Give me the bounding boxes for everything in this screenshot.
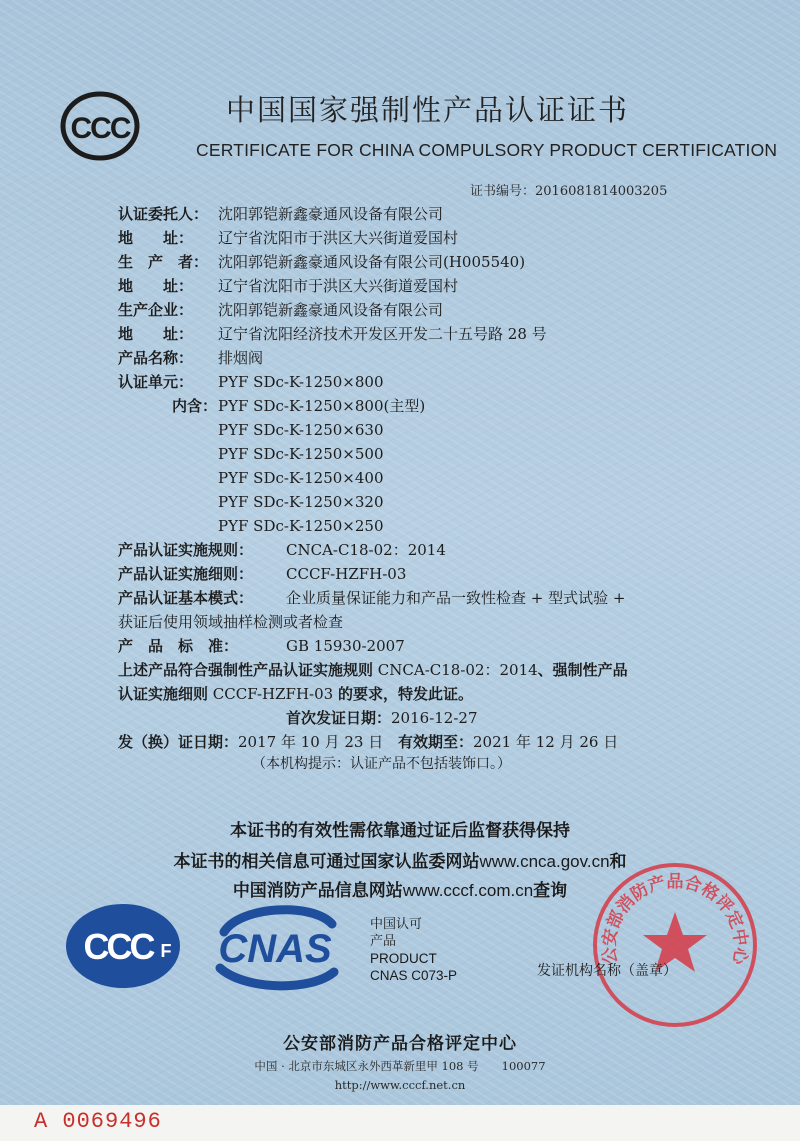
- certificate-title-cn: 中国国家强制性产品认证证书: [226, 93, 630, 127]
- statement-line2: [118, 684, 473, 704]
- expiry-value: 2021 年 12 月 26 日: [473, 733, 619, 751]
- statement-line1: [118, 660, 628, 680]
- cnas-logo: [200, 898, 350, 994]
- model-item: PYF SDc-K-1250×320: [218, 493, 384, 511]
- cccf-link[interactable]: www.cccf.com.cn: [402, 881, 534, 900]
- organization-website: http://www.cccf.net.cn: [334, 1078, 466, 1092]
- detail-rule-row: [118, 564, 406, 584]
- accreditation-block: [370, 916, 457, 984]
- unit-row: [118, 372, 384, 392]
- product-name-value: 排烟阀: [218, 349, 264, 367]
- validity-line3-suffix: 查询: [533, 881, 568, 901]
- first-issue-value: 2016-12-27: [391, 709, 478, 727]
- accreditation-line4: CNAS C073-P: [370, 968, 458, 983]
- applicant-label: 认证委托人：: [118, 205, 209, 223]
- unit-value: PYF SDc-K-1250×800: [218, 373, 384, 391]
- factory-label: 生产企业：: [118, 301, 194, 319]
- mode-value-line2: 获证后使用领域抽样检测或者检查: [118, 613, 344, 631]
- cccf-logo-f: F: [160, 941, 172, 961]
- standard-label: 产 品 标 准：: [118, 637, 239, 655]
- model-item: PYF SDc-K-1250×400: [218, 469, 384, 487]
- certificate-number-label: 证书编号：: [470, 184, 536, 199]
- applicant-address-row: [118, 228, 458, 248]
- validity-line2-prefix: 本证书的相关信息可通过国家认监委网站: [173, 852, 480, 872]
- standard-value: GB 15930-2007: [286, 637, 405, 655]
- ccc-logo: [60, 86, 140, 166]
- factory-address-row: [118, 324, 547, 344]
- factory-address-label: 地 址：: [118, 325, 194, 343]
- statement-detail-rule: CCCF-HZFH-03: [212, 685, 334, 703]
- manufacturer-address-row: [118, 276, 458, 296]
- accreditation-line3: PRODUCT: [370, 951, 437, 966]
- product-name-row: [118, 348, 263, 368]
- issuing-organization: 公安部消防产品合格评定中心: [283, 1034, 517, 1054]
- accreditation-line1: 中国认可: [370, 917, 423, 932]
- rule-label: 产品认证实施规则：: [118, 541, 254, 559]
- issue-value: 2017 年 10 月 23 日: [238, 733, 384, 751]
- cnca-link[interactable]: www.cnca.gov.cn: [479, 852, 610, 871]
- seal-text: 公安部消防产品合格评定中心: [599, 872, 751, 966]
- validity-line3-prefix: 中国消防产品信息网站: [232, 881, 403, 901]
- issue-label: 发（换）证日期：: [118, 733, 239, 751]
- standard-row: [118, 636, 405, 656]
- unit-label: 认证单元：: [118, 373, 194, 391]
- official-seal: [590, 860, 760, 1030]
- mode-value-line1: 企业质量保证能力和产品一致性检查 + 型式试验 +: [286, 589, 626, 607]
- model-item: PYF SDc-K-1250×630: [218, 421, 384, 439]
- cccf-logo: [64, 902, 182, 990]
- mode-label: 产品认证基本模式：: [118, 589, 254, 607]
- expiry-label: 有效期至：: [398, 733, 474, 751]
- accreditation-line2: 产品: [370, 934, 397, 949]
- applicant-value: 沈阳郭铠新鑫豪通风设备有限公司: [218, 205, 444, 223]
- seal-label: 发证机构名称（盖章）: [537, 963, 677, 979]
- contains-label: 内含：: [172, 397, 218, 415]
- factory-value: 沈阳郭铠新鑫豪通风设备有限公司: [218, 301, 444, 319]
- certificate-title-en: CERTIFICATE FOR CHINA COMPULSORY PRODUCT CERTIFICATION: [196, 140, 778, 160]
- applicant-row: [118, 204, 443, 224]
- cccf-logo-text: CCC: [83, 926, 153, 967]
- model-item: PYF SDc-K-1250×250: [218, 517, 384, 535]
- first-issue-row: [286, 708, 478, 728]
- manufacturer-label: 生 产 者：: [118, 253, 209, 271]
- ccc-logo-text: CCC: [70, 112, 130, 145]
- validity-line2-suffix: 和: [609, 852, 627, 872]
- product-name-label: 产品名称：: [118, 349, 194, 367]
- serial-number: A 0069496: [34, 1109, 162, 1134]
- rule-value: CNCA-C18-02：2014: [286, 541, 446, 559]
- manufacturer-row: [118, 252, 525, 272]
- model-item: PYF SDc-K-1250×800(主型): [218, 397, 426, 415]
- applicant-address-value: 辽宁省沈阳市于洪区大兴街道爱国村: [218, 229, 459, 247]
- cnas-logo-text: CNAS: [218, 927, 332, 971]
- statement-text: 的要求，特发此证。: [337, 685, 473, 703]
- statement-text: 、强制性产品: [537, 661, 628, 679]
- organization-address: 中国 · 北京市东城区永外西革新里甲 108 号 100077: [254, 1059, 546, 1073]
- model-item: PYF SDc-K-1250×500: [218, 445, 384, 463]
- factory-row: [118, 300, 443, 320]
- validity-line1: 本证书的有效性需依靠通过证后监督获得保持: [230, 821, 570, 841]
- manufacturer-address-value: 辽宁省沈阳市于洪区大兴街道爱国村: [218, 277, 459, 295]
- issue-row: [118, 732, 618, 752]
- statement-rule: CNCA-C18-02：2014: [377, 661, 538, 679]
- certificate-number-value: 2016081814003205: [535, 184, 668, 199]
- certificate-number: [470, 180, 667, 199]
- statement-text: 认证实施细则: [118, 685, 209, 703]
- detail-rule-value: CCCF-HZFH-03: [286, 565, 407, 583]
- manufacturer-address-label: 地 址：: [118, 277, 194, 295]
- first-issue-label: 首次发证日期：: [286, 709, 392, 727]
- detail-rule-label: 产品认证实施细则：: [118, 565, 254, 583]
- applicant-address-label: 地 址：: [118, 229, 194, 247]
- rule-row: [118, 540, 446, 560]
- manufacturer-value: 沈阳郭铠新鑫豪通风设备有限公司(H005540): [218, 253, 526, 271]
- mode-row: [118, 588, 625, 608]
- note: （本机构提示：认证产品不包括装饰口。）: [252, 756, 511, 772]
- contains-row: [172, 396, 425, 416]
- factory-address-value: 辽宁省沈阳经济技术开发区开发二十五号路 28 号: [218, 325, 547, 343]
- statement-text: 上述产品符合强制性产品认证实施规则: [118, 661, 374, 679]
